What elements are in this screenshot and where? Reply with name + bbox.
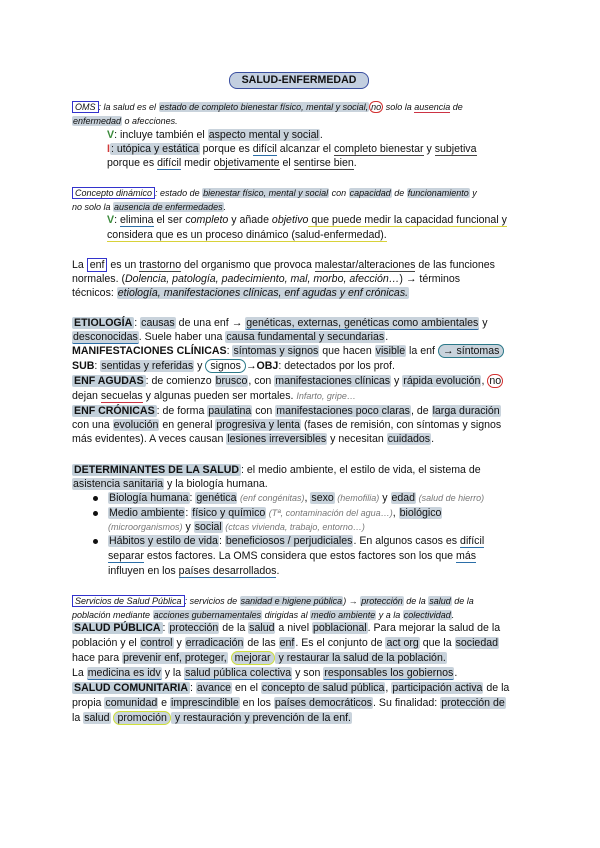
concepto-line-1: Concepto dinámico : estado de bienestar físico, mental y social con capacidad de funcionamiento y: [72, 186, 477, 200]
oms-line-3: V: incluye también el aspecto mental y social.: [107, 129, 323, 141]
det-bullet-1: Biología humana: genética (enf congénitas), sexo (hemofilia) y edad (salud de hierro): [109, 492, 485, 504]
etio-line-7: ENF CRÓNICAS : de forma paulatina con manifestaciones poco claras, de larga duración: [74, 405, 500, 417]
enf-term-box: enf: [87, 258, 108, 272]
det-bullet-3b: separar estos factores. La OMS considera que estos factores son los que más: [108, 550, 477, 562]
serv-line-4: población y el control y erradicación de las enf. Es el conjunto de act org que la sociedad: [72, 637, 498, 649]
serv-line-5: hace para prevenir enf, proteger, mejorar y restaurar la salud de la población.: [72, 652, 446, 664]
etio-line-9: más evidentes). A veces causan lesiones irreversibles y necesitan cuidados.: [72, 433, 435, 445]
serv-line-8: propia comunidad e imprescindible en los países democráticos. Su finalidad: protección de: [72, 697, 505, 709]
etio-line-2: desconocidas. Suele haber una causa fundamental y secundarias.: [73, 331, 389, 343]
oms-line-2: enfermedad o afecciones.: [73, 116, 178, 126]
det-bullet-3c: influyen en los países desarrollados.: [108, 565, 280, 577]
det-line-2: asistencia sanitaria y la biología humana.: [73, 478, 268, 490]
etio-line-5: ENF AGUDAS : de comienzo brusco, con manifestaciones clínicas y rápida evolución, no: [74, 375, 502, 387]
det-bullet-2b: (microorganismos) y social (ctcas vivienda, trabajo, entorno…): [108, 521, 365, 533]
det-bullet-2a: Medio ambiente: físico y químico (Tª, contaminación del agua…), biológico: [109, 507, 442, 519]
det-bullet-3a: Hábitos y estilo de vida: beneficiosos / perjudiciales. En algunos casos es difícil: [109, 535, 485, 547]
bullet-dot: [93, 539, 98, 544]
serv-line-7: SALUD COMUNITARIA : avance en el concepto de salud pública, participación activa de la: [74, 682, 510, 694]
serv-line-1: Servicios de Salud Pública : servicios de sanidad e higiene pública) → protección de la salud de la: [72, 594, 474, 608]
bullet-dot: [93, 511, 98, 516]
serv-line-6: La medicina es idv y la salud pública colectiva y son responsables los gobiernos.: [72, 667, 458, 679]
oms-term-box: OMS: [72, 101, 99, 113]
concepto-line-4: considera que es un proceso dinámico (salud-enfermedad).: [107, 229, 387, 241]
etio-line-6: dejan secuelas y algunas pueden ser mortales. Infarto, gripe…: [72, 390, 356, 402]
oms-line-1: OMS : la salud es el estado de completo bienestar físico, mental y social, no solo la ausencia de: [72, 100, 463, 114]
etio-line-4: SUB: sentidas y referidas y signos →OBJ: detectados por los prof.: [72, 360, 395, 372]
concepto-line-2: no solo la ausencia de enfermedades.: [72, 202, 227, 212]
serv-line-3: SALUD PÚBLICA : protección de la salud a nivel poblacional. Para mejorar la salud de la: [74, 622, 501, 634]
etio-line-1: ETIOLOGÍA : causas de una enf → genéticas, externas, genéticas como ambientales y: [74, 317, 488, 329]
etio-line-8: con una evolución en general progresiva y lenta (fases de remisión, con síntomas y signos: [72, 419, 502, 431]
document-title: SALUD-ENFERMEDAD: [229, 72, 369, 89]
enf-line-3: técnicos: etiología, manifestaciones clínicas, enf agudas y enf crónicas.: [72, 287, 409, 299]
serv-line-9: la salud promoción y restauración y prevención de la enf.: [72, 712, 351, 724]
etio-line-3: MANIFESTACIONES CLÍNICAS: síntomas y signos que hacen visible la enf → síntomas: [72, 344, 504, 358]
det-line-1: DETERMINANTES DE LA SALUD : el medio ambiente, el estilo de vida, el sistema de: [74, 464, 481, 476]
concepto-line-3: V: elimina el ser completo y añade objetivo que puede medir la capacidad funcional y: [107, 214, 507, 226]
serv-line-2: población mediante acciones gubernamentales dirigidas al medio ambiente y a la colectividad.: [72, 610, 455, 620]
bullet-dot: [93, 496, 98, 501]
enf-line-1: La enf es un trastorno del organismo que provoca malestar/alteraciones de las funciones: [72, 259, 495, 271]
oms-line-4: I: utópica y estática porque es difícil alcanzar el completo bienestar y subjetiva: [107, 143, 477, 155]
concepto-term-box: Concepto dinámico: [72, 187, 155, 199]
enf-line-2: normales. (Dolencia, patología, padecimiento, mal, morbo, afección…) → términos: [72, 273, 461, 285]
servicios-term-box: Servicios de Salud Pública: [72, 595, 185, 607]
oms-line-5: porque es difícil medir objetivamente el sentirse bien.: [107, 157, 357, 169]
